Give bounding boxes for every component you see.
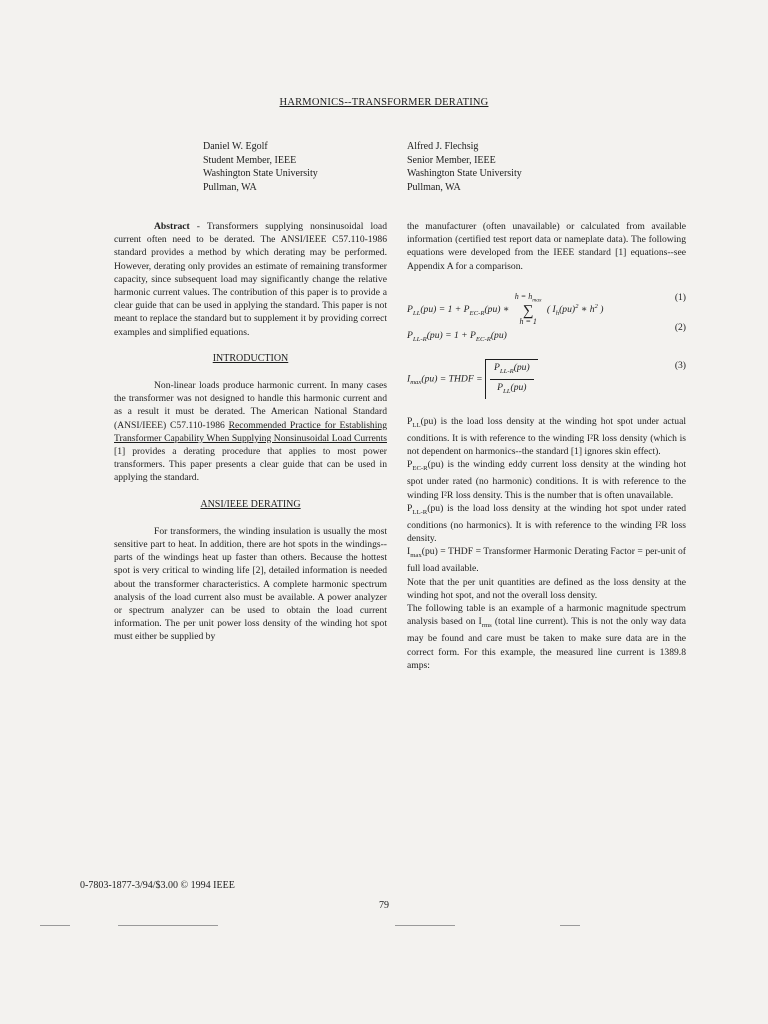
- paper-title: HARMONICS--TRANSFORMER DERATING: [279, 97, 489, 108]
- definition-imax: $I_{max}(pu)$ = THDF = Transformer Harmonic Derating Factor = per-unit of full load available.: [407, 546, 686, 575]
- left-column: [114, 220, 387, 644]
- introduction-paragraph: [114, 379, 387, 485]
- introduction-heading: INTRODUCTION: [212, 352, 289, 364]
- author-block-1: [203, 140, 318, 194]
- table-intro-text: The following table is an example of a harmonic magnitude spectrum analysis based on I: [407, 603, 686, 628]
- table-intro-paragraph: The following table is an example of a harmonic magnitude spectrum analysis based on $I_{rms}$ (total line current). This is not the only way data may be found and care must be taken to make sure data are in the correct form. For this example, the measured line current is 1389.8 amps:: [407, 603, 686, 671]
- definition-pllr: $P_{LL-R}(pu)$ is the load loss density at the winding hot spot under rated conditions (no harmonics). It is with reference to the winding I²R loss density.: [407, 502, 686, 545]
- equation-1: [407, 287, 686, 327]
- definition-pll-text: (pu) is the load loss density at the winding hot spot under actual conditions. It is with reference to the winding I²R loss density (which is not dependent on harmonics--the standard [1] ignores skin effect).: [407, 415, 686, 458]
- table-intro-text-tail: (total line current). This is not the only way data may be found and care must be taken to make sure data are in the correct form. For this example, the measured line current is 1389.8 amps:: [407, 616, 686, 671]
- definition-pll: $P_{LL}(pu)$ is the load loss density at the winding hot spot under actual conditions. It is with reference to the winding I²R loss density (which is not dependent on harmonics--the standard [1] ignores skin effect).: [407, 415, 686, 458]
- author-affiliation: Washington State University: [203, 168, 318, 179]
- abstract-label: Abstract: [154, 221, 190, 232]
- summation-sign: $h = h_{max}$ ∑ h = 1: [514, 291, 542, 327]
- author-location: Pullman, WA: [203, 181, 257, 193]
- right-column: [407, 220, 686, 672]
- author-role: Student Member, IEEE: [203, 154, 297, 166]
- fraction: $\frac{P_{LL-R}(pu)}{P_{LL}(pu)}$: [490, 361, 534, 398]
- equation-2-body: $P_{LL-R}(pu) = 1 + P_{EC-R}(pu)$: [407, 329, 507, 343]
- standard-reference-title: Recommended Practice for Establishing Transformer Capability When Supplying Nonsinusoidal Load Currents: [114, 419, 387, 444]
- author-name: Alfred J. Flechsig: [407, 141, 479, 152]
- equation-1-number: (1): [674, 291, 686, 303]
- ansi-derating-heading: ANSI/IEEE DERATING: [200, 498, 301, 510]
- ansi-derating-paragraph: For transformers, the winding insulation is usually the most sensitive part to heat. In addition, there are hot spots in the windings--parts of the windings heat up faster than others. Because the hottest spot is very critical to winding life [2], detailed information is needed about the transformer characteristics. A complete harmonic spectrum analysis of the load current also must be available. A power analyzer or spectrum analyzer can be used to obtain the load current information. The per unit power loss density of the winding hot spot must either be supplied by: [114, 525, 387, 643]
- equation-3: [407, 355, 686, 395]
- intro-text-tail: [1] provides a derating procedure that applies to most power transformers. This paper presents a clear guide that can be used in applying the standard.: [114, 446, 387, 484]
- square-root: [485, 359, 538, 399]
- author-name: Daniel W. Egolf: [203, 141, 268, 152]
- definition-imax-text: (pu) = THDF = Transformer Harmonic Derating Factor = per-unit of full load available.: [407, 546, 686, 575]
- author-affiliation: Washington State University: [407, 168, 522, 179]
- page-number: 79: [379, 900, 389, 911]
- scan-artifact: [40, 925, 70, 926]
- copyright-line: 0-7803-1877-3/94/$3.00 © 1994 IEEE: [80, 880, 235, 891]
- author-block-2: [407, 140, 522, 194]
- abstract-paragraph: [114, 220, 387, 339]
- note-paragraph: Note that the per unit quantities are defined as the loss density at the winding hot spot, and not the overall loss density.: [407, 576, 686, 601]
- definition-pec: $P_{EC-R}(pu)$ is the winding eddy current loss density at the winding hot spot under rated (no harmonic) conditions. It is with reference to the winding I²R loss density. This is the number that is often unavailable.: [407, 459, 686, 501]
- definition-pllr-text: (pu) is the load loss density at the winding hot spot under rated conditions (no harmonics). It is with reference to the winding I²R loss density.: [407, 502, 686, 545]
- scan-artifact: [560, 925, 580, 926]
- definition-pec-text: (pu) is the winding eddy current loss density at the winding hot spot under rated (no harmonic) conditions. It is with reference to the winding I²R loss density. This is the number that is often unavailable.: [407, 459, 686, 501]
- scan-artifact: [395, 925, 455, 926]
- intro-text: Non-linear loads produce harmonic current. In many cases the transformer was not designed to handle this harmonic current and as a result it must be derated. The American National Standard (ANSI/IEEE) C57.110-1986: [114, 380, 387, 431]
- equation-3-number: (3): [674, 359, 686, 371]
- author-location: Pullman, WA: [407, 181, 461, 193]
- equation-1-body: $P_{LL}(pu) = 1 + P_{EC-R}(pu)$ ∗ $h = h_{max}$ ∑ h = 1 ( $I_h(pu)^2$ ∗ $h^2$ ): [407, 291, 604, 327]
- equation-2-number: (2): [674, 321, 686, 333]
- right-intro-paragraph: the manufacturer (often unavailable) or calculated from available information (certified test report data or nameplate data). The following equations were developed from the IEEE standard [1] equations--see Appendix A for a comparison.: [407, 221, 686, 272]
- equation-3-body: $I_{max}(pu)$ = THDF = $\frac{P_{LL-R}(pu)}{P_{LL}(pu)}$: [407, 359, 538, 399]
- author-role: Senior Member, IEEE: [407, 154, 496, 166]
- equation-2: [407, 323, 686, 345]
- scan-artifact: [118, 925, 218, 926]
- abstract-text: - Transformers supplying nonsinusoidal load current often need to be derated. The ANSI/IEEE C57.110-1986 standard provides a method by which derating may be performed. However, derating only provides an estimate of remaining transformer capacity, since subsequent load may significantly change the relative harmonic current values. The contribution of this paper is to provide a clear guide that can be used in applying the standard. This paper is not meant to replace the standard but to supplement it by providing correct examples and simplified equations.: [114, 221, 387, 338]
